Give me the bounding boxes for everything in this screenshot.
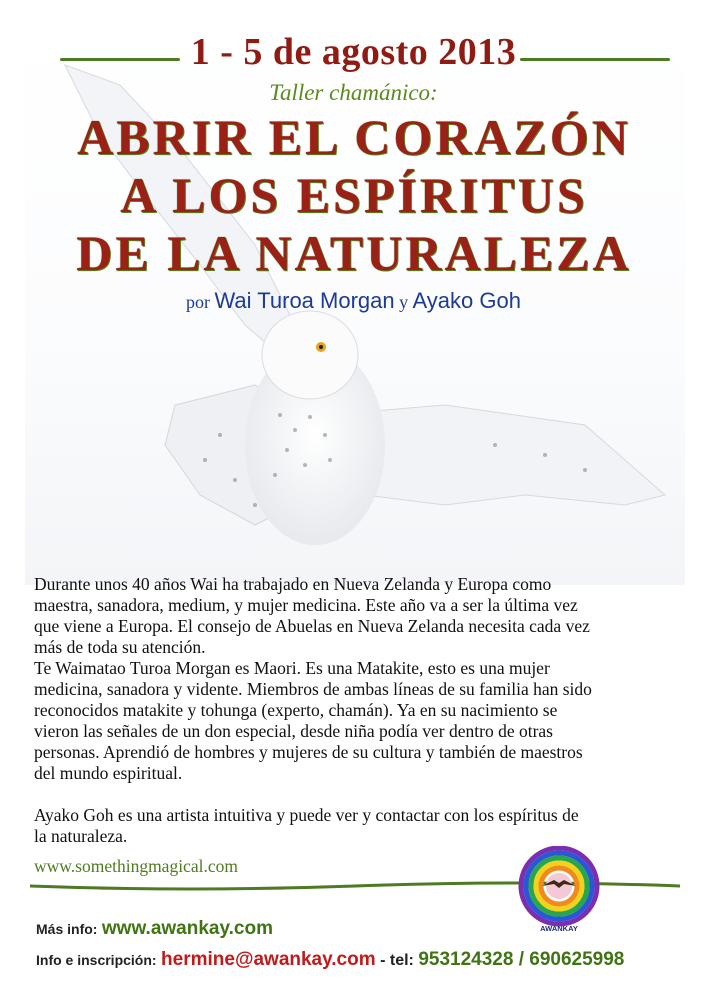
headline-line-2: A LOS ESPÍRITUS (120, 167, 588, 223)
email-link[interactable]: hermine@awankay.com (161, 949, 376, 970)
paragraph-wai-maori: Te Waimatao Turoa Morgan es Maori. Es una Matakite, esto es una mujer medicina, sanadora y vidente. Miembros de ambas líneas de su familia han sido reconocidos matakite y tohunga (experto, chamán). Ya en su nacimiento se vieron las señales de un don especial, desde niña podía ver dentro de otras personas. Aprendió de hombres y mujeres de su cultura y también de maestros del mundo espiritual. (34, 658, 592, 783)
byline (0, 288, 707, 314)
eagle-rainbow-logo-icon (514, 846, 604, 936)
description (34, 574, 684, 847)
headline-line-1: ABRIR EL CORAZÓN (77, 109, 631, 165)
logo-label: AWANKAY (540, 924, 578, 933)
paragraph-ayako: Ayako Goh es una artista intuitiva y puede ver y contactar con los espíritus de la naturaleza. (34, 805, 579, 846)
inscripcion-row (36, 949, 624, 971)
byline-name-ayako: Ayako Goh (412, 288, 521, 313)
inscripcion-label: Info e inscripción: (36, 952, 157, 968)
headline-line-3: DE LA NATURALEZA (76, 225, 632, 281)
something-magical-link[interactable]: www.somethingmagical.com (34, 856, 238, 876)
paragraph-wai-intro: Durante unos 40 años Wai ha trabajado en Nueva Zelanda y Europa como maestra, sanadora, medium, y mujer medicina. Este año va a ser la última vez que viene a Europa. El consejo de Abuelas en Nueva Zelanda necesita cada vez más de toda su atención. (34, 574, 590, 657)
mas-info-label: Más info: (36, 921, 98, 937)
tel-label: - tel: (380, 952, 414, 969)
byline-por: por (186, 292, 211, 312)
phone-numbers[interactable]: 953124328 / 690625998 (418, 949, 625, 970)
workshop-subtitle: Taller chamánico: (269, 80, 438, 105)
mas-info-row (36, 918, 273, 940)
awankay-link[interactable]: www.awankay.com (101, 918, 273, 939)
event-date: 1 - 5 de agosto 2013 (190, 31, 517, 73)
byline-name-wai: Wai Turoa Morgan (214, 288, 395, 313)
byline-y: y (399, 292, 409, 312)
